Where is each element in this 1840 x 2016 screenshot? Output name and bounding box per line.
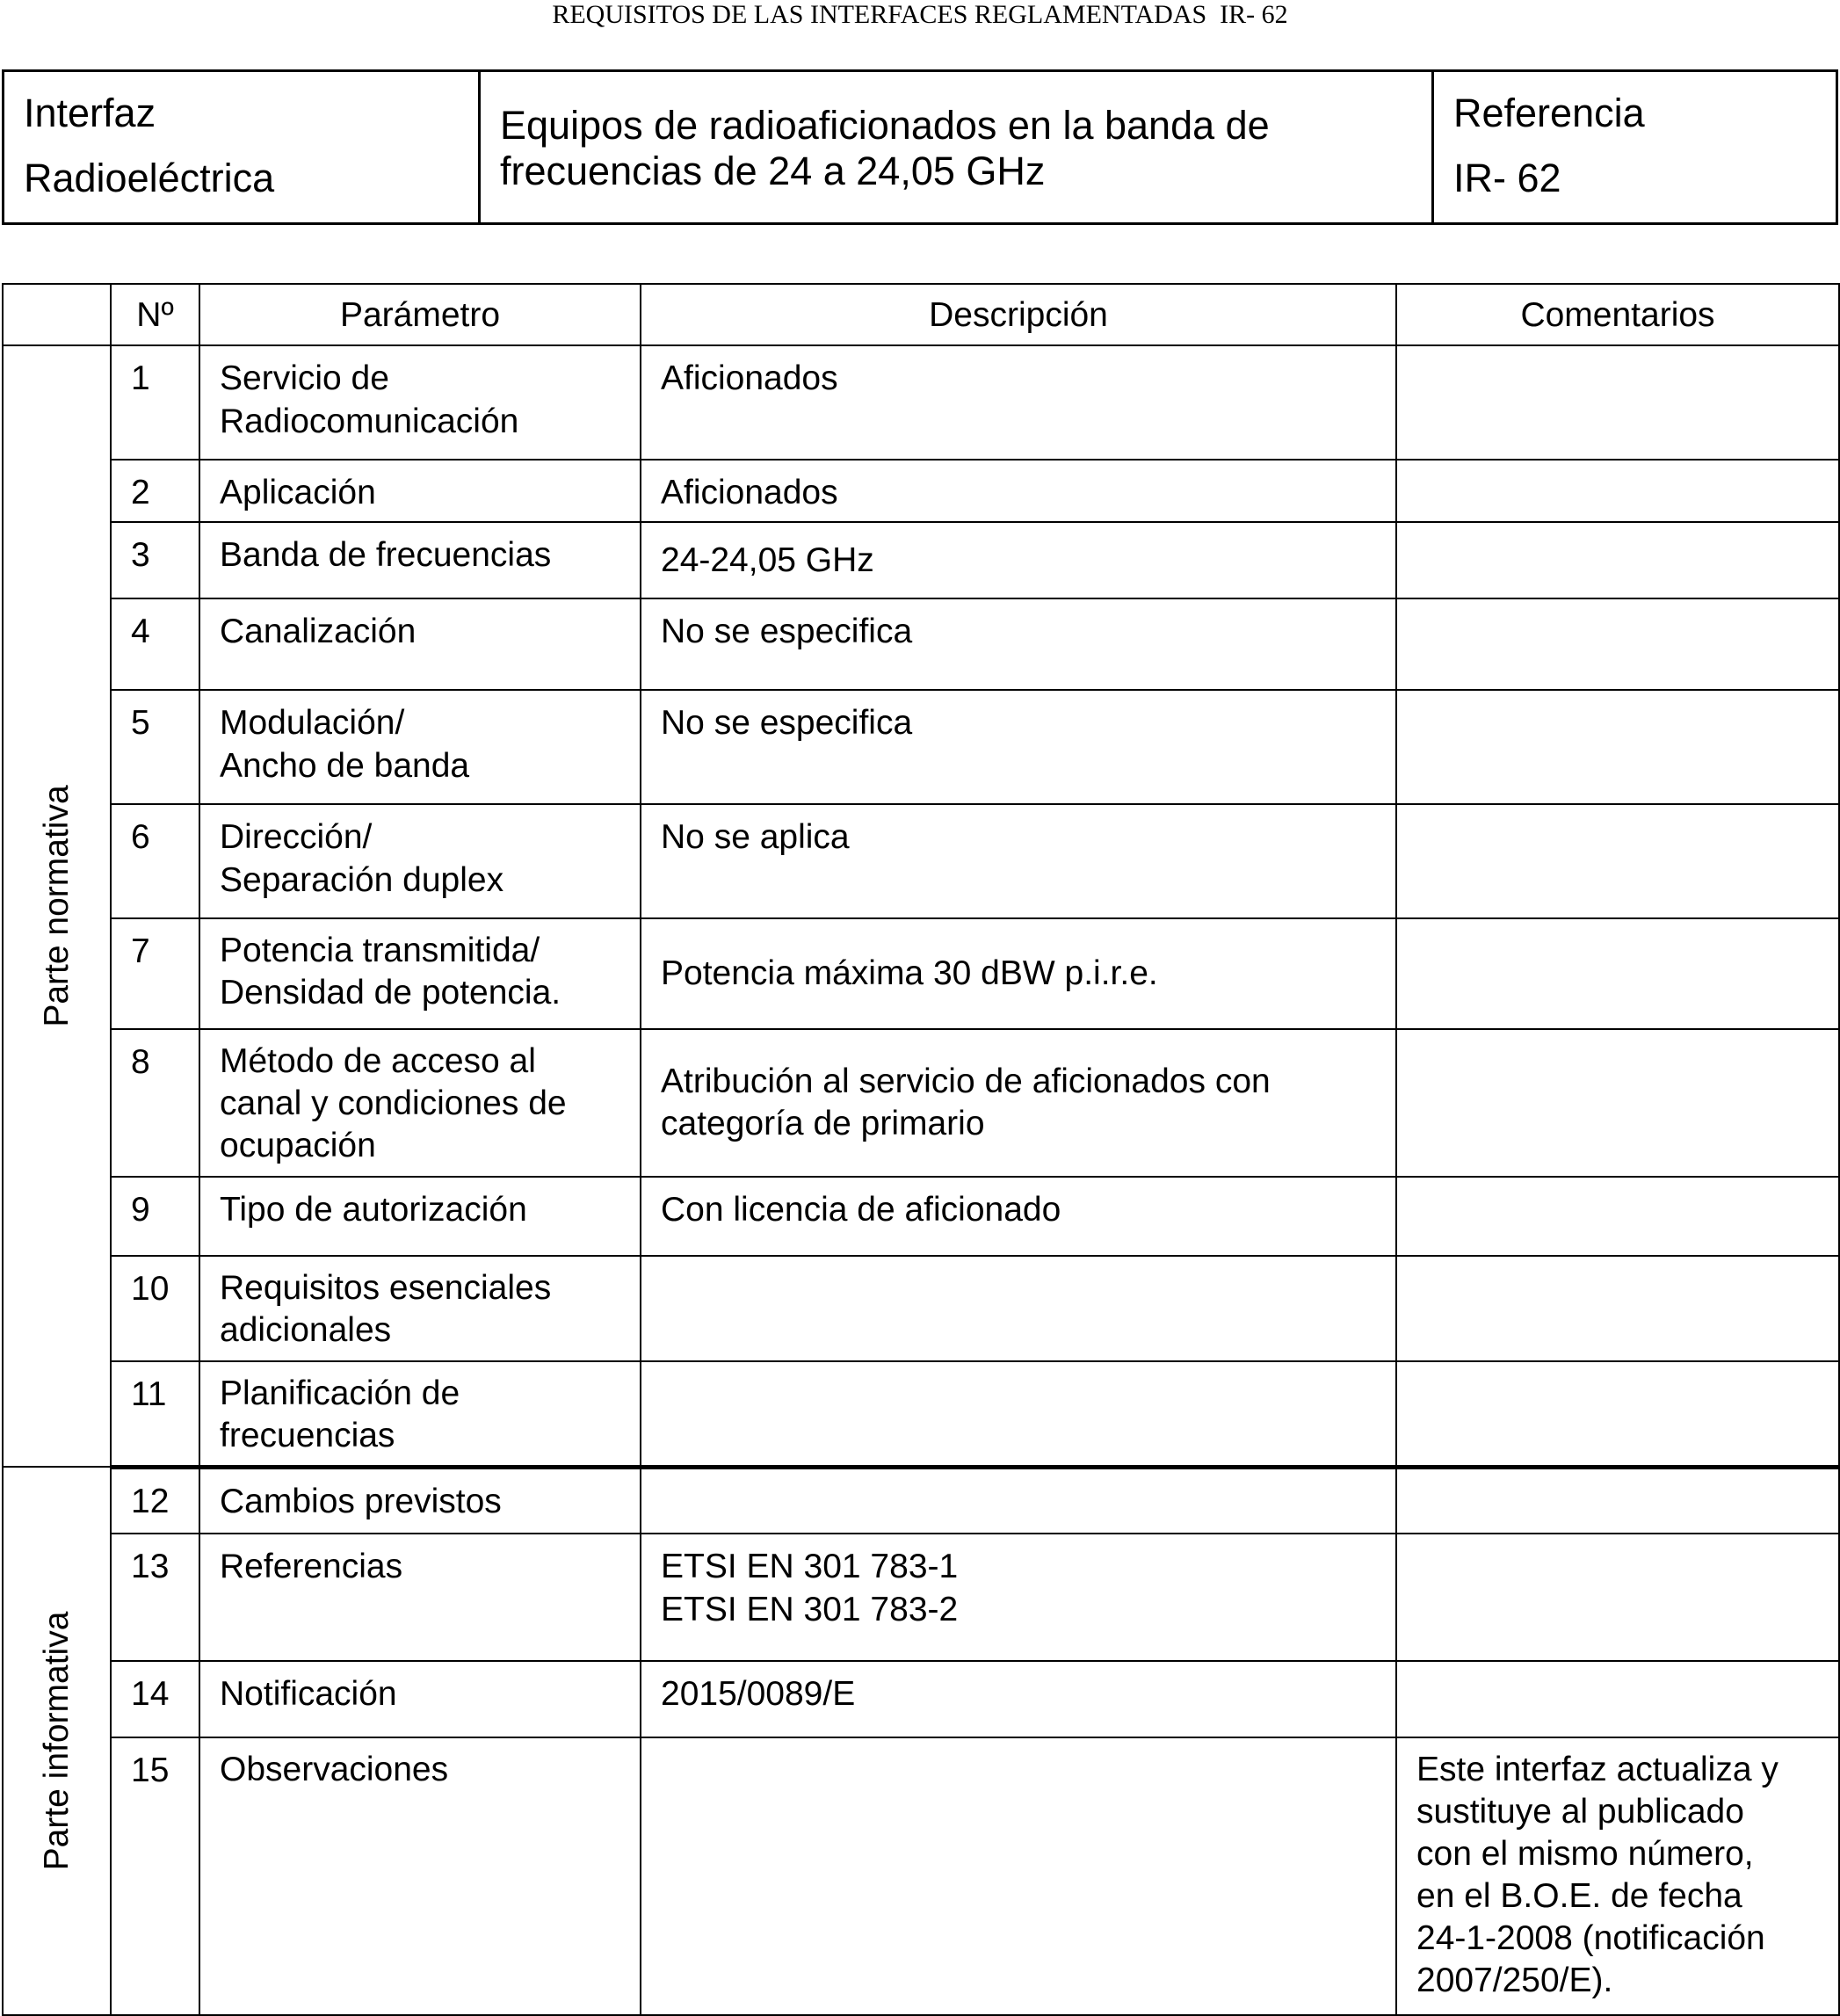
cell-line: Potencia máxima 30 dBW p.i.r.e. bbox=[661, 954, 1158, 992]
row-comments bbox=[1396, 1661, 1839, 1737]
row-description bbox=[641, 1361, 1396, 1467]
row-number: 13 bbox=[111, 1534, 199, 1661]
cell-line: ocupación bbox=[220, 1127, 376, 1164]
table-row bbox=[3, 1661, 1839, 1737]
row-comments bbox=[1396, 1361, 1839, 1467]
row-description bbox=[641, 918, 1396, 1029]
row-comments bbox=[1396, 460, 1839, 522]
section-normative bbox=[3, 345, 111, 1467]
cell-line: Aplicación bbox=[220, 474, 376, 511]
row-description bbox=[641, 1256, 1396, 1361]
row-comments bbox=[1396, 1177, 1839, 1256]
page-header: REQUISITOS DE LAS INTERFACES REGLAMENTADAS IR- 62 bbox=[552, 0, 1288, 29]
interface-label-line-2: Radioeléctrica bbox=[24, 156, 275, 200]
cell-line: Modulación/ bbox=[220, 704, 405, 742]
table-row bbox=[3, 1177, 1839, 1256]
cell-line: con el mismo número, bbox=[1416, 1835, 1754, 1873]
cell-line: Observaciones bbox=[220, 1751, 449, 1788]
table-row bbox=[3, 1256, 1839, 1361]
section-informative bbox=[3, 1467, 111, 2015]
row-parameter bbox=[199, 690, 641, 804]
table-row bbox=[3, 1029, 1839, 1177]
table-row bbox=[3, 1534, 1839, 1661]
header-number: Nº bbox=[111, 284, 199, 345]
row-number: 9 bbox=[111, 1177, 199, 1256]
row-parameter bbox=[199, 460, 641, 522]
table-row bbox=[3, 598, 1839, 690]
cell-line: adicionales bbox=[220, 1311, 392, 1349]
cell-line: Requisitos esenciales bbox=[220, 1269, 552, 1307]
row-parameter bbox=[199, 1737, 641, 2015]
cell-line: Banda de frecuencias bbox=[220, 536, 552, 574]
row-parameter bbox=[199, 804, 641, 918]
interface-header-box bbox=[2, 69, 1838, 225]
reference-label: Referencia bbox=[1453, 91, 1645, 135]
row-number: 12 bbox=[111, 1467, 199, 1534]
row-number: 6 bbox=[111, 804, 199, 918]
row-comments bbox=[1396, 1737, 1839, 2015]
row-description bbox=[641, 460, 1396, 522]
table-row bbox=[3, 690, 1839, 804]
row-comments bbox=[1396, 804, 1839, 918]
row-number: 2 bbox=[111, 460, 199, 522]
row-parameter bbox=[199, 1661, 641, 1737]
cell-line: Método de acceso al bbox=[220, 1042, 536, 1080]
cell-line: Este interfaz actualiza y bbox=[1416, 1751, 1778, 1788]
cell-line: ETSI EN 301 783-1 bbox=[661, 1548, 959, 1585]
row-description bbox=[641, 1534, 1396, 1661]
cell-line: Atribución al servicio de aficionados con bbox=[661, 1062, 1271, 1100]
cell-line: Potencia transmitida/ bbox=[220, 932, 540, 969]
row-number: 14 bbox=[111, 1661, 199, 1737]
section-label-normative: Parte normativa bbox=[37, 785, 76, 1027]
row-description bbox=[641, 804, 1396, 918]
cell-line: Notificación bbox=[220, 1675, 397, 1713]
row-comments bbox=[1396, 1534, 1839, 1661]
row-number: 1 bbox=[111, 345, 199, 460]
row-comments bbox=[1396, 1029, 1839, 1177]
cell-line: Planificación de bbox=[220, 1374, 460, 1412]
row-number: 8 bbox=[111, 1029, 199, 1177]
cell-line: en el B.O.E. de fecha bbox=[1416, 1877, 1742, 1915]
row-number: 15 bbox=[111, 1737, 199, 2015]
cell-line: Ancho de banda bbox=[220, 747, 470, 785]
row-parameter bbox=[199, 1029, 641, 1177]
row-comments bbox=[1396, 1467, 1839, 1534]
row-comments bbox=[1396, 522, 1839, 598]
row-comments bbox=[1396, 690, 1839, 804]
interface-title-line-2: frecuencias de 24 a 24,05 GHz bbox=[500, 149, 1046, 193]
row-number: 11 bbox=[111, 1361, 199, 1467]
row-description bbox=[641, 1661, 1396, 1737]
cell-line: No se aplica bbox=[661, 818, 850, 856]
cell-line: 2015/0089/E bbox=[661, 1675, 856, 1713]
row-description bbox=[641, 690, 1396, 804]
row-description bbox=[641, 1177, 1396, 1256]
header-description: Descripción bbox=[641, 284, 1396, 345]
row-parameter bbox=[199, 1256, 641, 1361]
row-description bbox=[641, 345, 1396, 460]
table-header-row bbox=[3, 284, 1839, 345]
table-row bbox=[3, 522, 1839, 598]
cell-line: No se especifica bbox=[661, 613, 913, 650]
cell-line: ETSI EN 301 783-2 bbox=[661, 1591, 959, 1628]
row-number: 10 bbox=[111, 1256, 199, 1361]
cell-line: Tipo de autorización bbox=[220, 1191, 527, 1229]
row-parameter bbox=[199, 1534, 641, 1661]
cell-line: Con licencia de aficionado bbox=[661, 1191, 1061, 1229]
cell-line: frecuencias bbox=[220, 1417, 395, 1454]
row-parameter bbox=[199, 345, 641, 460]
reference-cell bbox=[1434, 72, 1836, 222]
table-row bbox=[3, 804, 1839, 918]
row-number: 7 bbox=[111, 918, 199, 1029]
cell-line: 2007/250/E). bbox=[1416, 1962, 1613, 1999]
row-comments bbox=[1396, 345, 1839, 460]
cell-line: Densidad de potencia. bbox=[220, 974, 561, 1012]
interface-label-line-1: Interfaz bbox=[24, 91, 156, 135]
cell-line: Dirección/ bbox=[220, 818, 373, 856]
cell-line: 24-1-2008 (notificación bbox=[1416, 1919, 1765, 1957]
row-description bbox=[641, 1737, 1396, 2015]
row-description bbox=[641, 522, 1396, 598]
row-parameter bbox=[199, 1467, 641, 1534]
cell-line: Separación duplex bbox=[220, 861, 504, 899]
header-parameter: Parámetro bbox=[199, 284, 641, 345]
table-row bbox=[3, 345, 1839, 460]
interface-title-line-1: Equipos de radioaficionados en la banda de bbox=[500, 103, 1270, 148]
row-number: 4 bbox=[111, 598, 199, 690]
reference-value: IR- 62 bbox=[1453, 156, 1561, 200]
cell-line: Cambios previstos bbox=[220, 1482, 502, 1520]
row-description bbox=[641, 1467, 1396, 1534]
cell-line: sustituye al publicado bbox=[1416, 1793, 1744, 1831]
interface-label-cell bbox=[4, 72, 481, 222]
cell-line: Canalización bbox=[220, 613, 417, 650]
cell-line: Aficionados bbox=[661, 474, 838, 511]
table-row bbox=[3, 1467, 1839, 1534]
row-description bbox=[641, 598, 1396, 690]
table-row bbox=[3, 460, 1839, 522]
row-comments bbox=[1396, 1256, 1839, 1361]
row-parameter bbox=[199, 1361, 641, 1467]
table-row bbox=[3, 918, 1839, 1029]
row-comments bbox=[1396, 598, 1839, 690]
header-section-cell bbox=[3, 284, 111, 345]
row-parameter bbox=[199, 522, 641, 598]
row-parameter bbox=[199, 1177, 641, 1256]
parameters-table bbox=[2, 283, 1840, 2016]
table-body bbox=[3, 345, 1839, 2015]
cell-line: Referencias bbox=[220, 1548, 403, 1585]
cell-line: No se especifica bbox=[661, 704, 913, 742]
row-comments bbox=[1396, 918, 1839, 1029]
cell-line: categoría de primario bbox=[661, 1105, 985, 1142]
cell-line: Servicio de bbox=[220, 359, 389, 397]
cell-line: Aficionados bbox=[661, 359, 838, 397]
row-parameter bbox=[199, 598, 641, 690]
table-row bbox=[3, 1361, 1839, 1467]
row-parameter bbox=[199, 918, 641, 1029]
cell-line: canal y condiciones de bbox=[220, 1084, 567, 1122]
row-number: 3 bbox=[111, 522, 199, 598]
cell-line: 24-24,05 GHz bbox=[661, 541, 874, 579]
cell-line: Radiocomunicación bbox=[220, 402, 519, 440]
interface-title-cell bbox=[481, 72, 1434, 222]
table-row bbox=[3, 1737, 1839, 2015]
row-number: 5 bbox=[111, 690, 199, 804]
header-comments: Comentarios bbox=[1396, 284, 1839, 345]
section-label-informative: Parte informativa bbox=[37, 1611, 76, 1871]
row-description bbox=[641, 1029, 1396, 1177]
